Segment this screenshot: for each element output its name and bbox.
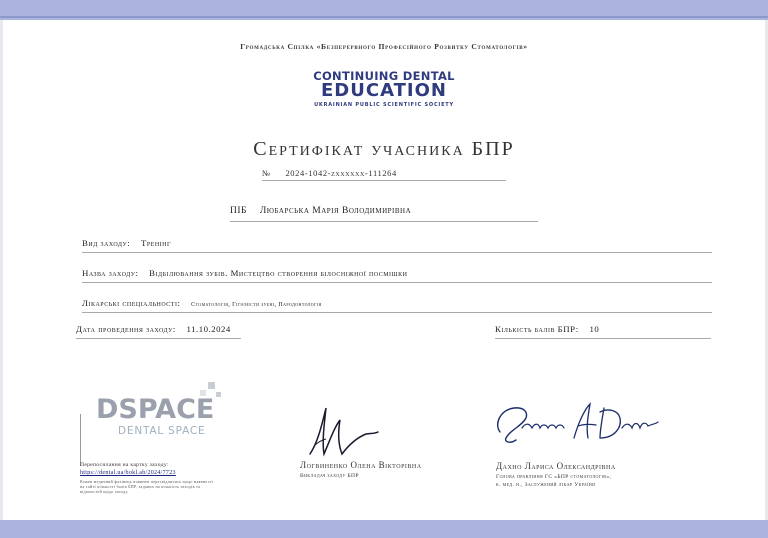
date-row (76, 324, 241, 339)
certificate-number: 2024-1042-zxxxxxx-111264 (285, 168, 397, 178)
signer-lohvynenko-role: Викладач заходу БПР (300, 473, 359, 479)
certificate-title: Сертифікат учасника БПР (253, 138, 515, 160)
signer-dakhno-name: Дахно Лариса Олександрівна (496, 461, 616, 471)
points-label: Кількість балів БПР: (495, 324, 579, 334)
event-type-row (82, 238, 712, 253)
top-border-line (0, 16, 768, 18)
organization-name: Громадська Спілка «Безперервного Професійного Розвитку Стоматологів» (240, 42, 528, 51)
left-divider (80, 414, 81, 466)
participant-label: ПІБ (230, 206, 247, 216)
date-label: Дата проведення заходу: (76, 324, 176, 334)
bottom-border-band (0, 520, 768, 538)
specialties-label: Лікарські спеціальності: (82, 298, 181, 308)
event-type-label: Вид заходу: (82, 238, 131, 248)
certificate-number-row (262, 168, 506, 181)
dspace-logo-text: DSPACE (96, 394, 215, 425)
cde-logo (0, 70, 768, 108)
logo-line-1: CONTINUING DENTAL (313, 69, 455, 83)
number-sign: № (262, 168, 271, 178)
signature-lohvynenko (300, 402, 380, 462)
event-link-block (80, 462, 215, 494)
signer-lohvynenko-name: Логвиненко Олена Вікторівна (300, 460, 422, 470)
participant-name: Любарська Марія Володимирівна (259, 206, 412, 216)
points-row (495, 324, 711, 339)
specialties-row (82, 298, 712, 313)
logo-line-3: UKRAINIAN PUBLIC SCIENTIFIC SOCIETY (314, 102, 454, 108)
dspace-logo-subtitle: DENTAL SPACE (118, 425, 206, 437)
event-name-row (82, 268, 712, 283)
participant-row (230, 206, 538, 222)
event-link-note: Кожен медичний фахівець повинен пересвідчитись щодо наявності на сайті кількості балів БПР, заданих на кількість заходів та відомостей щодо заходу. (80, 479, 214, 494)
event-link-label: Перепосилання на картку заходу: (80, 462, 169, 468)
points-value: 10 (589, 324, 600, 334)
event-type-value: Тренінг (140, 238, 171, 248)
signer-dakhno (496, 461, 666, 489)
event-name-value: Відбілювання зубів. Мистецтво створення білосніжної посмішки (149, 268, 408, 278)
signer-dakhno-role: Голова правління ГС «БПР стоматологів», (496, 474, 612, 480)
signer-lohvynenko (300, 460, 470, 480)
specialties-value: Стоматологія, Гігієністи зубні, Пародонтологія (191, 302, 322, 308)
signer-dakhno-role-2: к. мед. н., Заслужений лікар України (496, 482, 596, 488)
signature-dakhno (492, 398, 662, 450)
event-name-label: Назва заходу: (82, 268, 139, 278)
event-card-link[interactable]: https://dental.ua/bokl.ab/2024/7723 (80, 470, 176, 476)
date-value: 11.10.2024 (186, 324, 231, 334)
logo-line-2: EDUCATION (321, 80, 447, 101)
